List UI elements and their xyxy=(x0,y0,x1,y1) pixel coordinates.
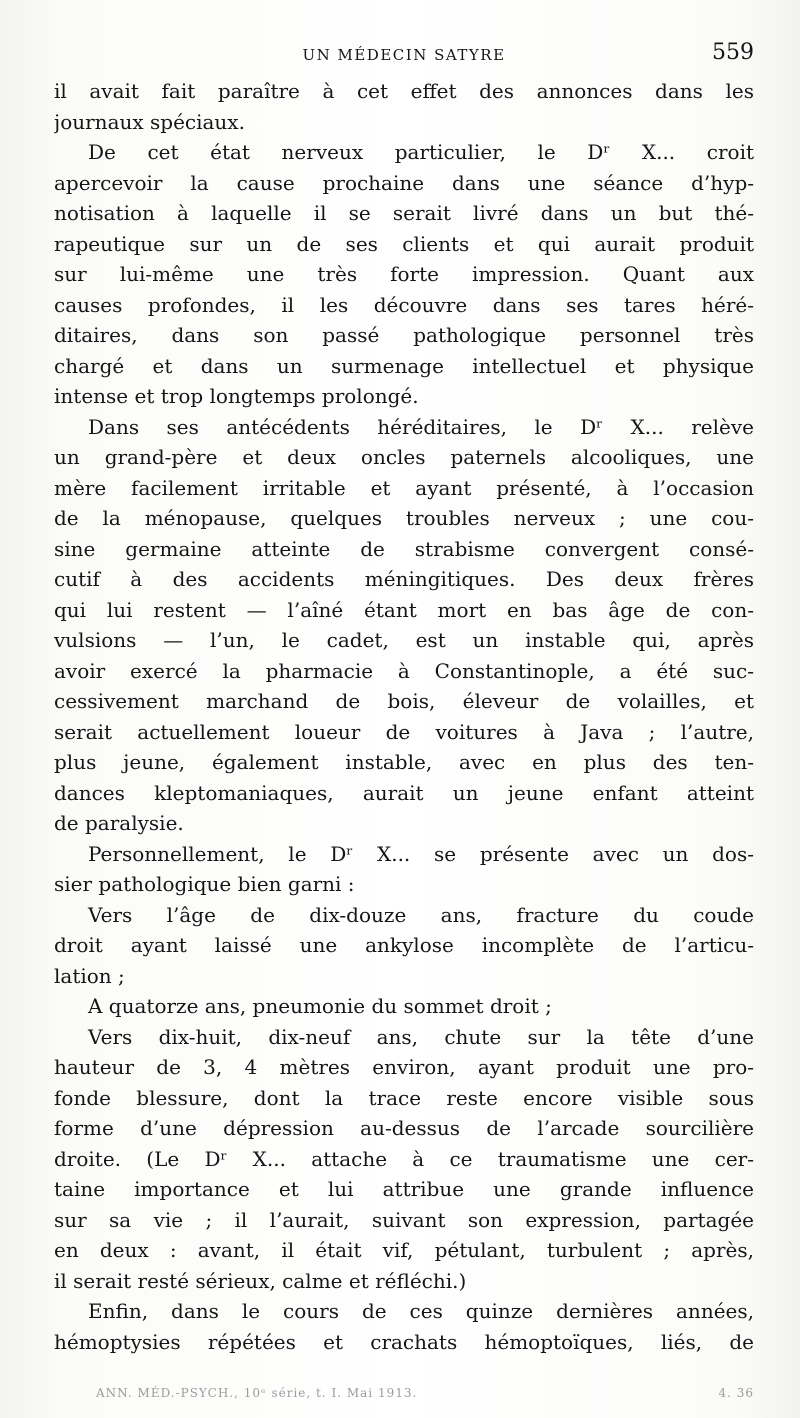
text-line: sur sa vie ; il l’aurait, suivant son expression, partagée xyxy=(54,1207,754,1232)
text-line: droit ayant laissé une ankylose incomplète de l’articu- xyxy=(54,933,754,957)
text-line: droite. (Le Dʳ X... attache à ce traumatisme une cer- xyxy=(54,1146,754,1171)
text-line: notisation à laquelle il se serait livré dans un but thé- xyxy=(54,201,754,225)
text-line: apercevoir la cause prochaine dans une séance d’hyp- xyxy=(54,170,754,195)
text-line: sier pathologique bien garni : xyxy=(54,872,355,896)
text-line: vulsions — l’un, le cadet, est un instable qui, après xyxy=(54,628,754,652)
page-number: 559 xyxy=(712,40,754,65)
footer-signature: 4. 36 xyxy=(718,1386,754,1400)
text-line: serait actuellement loueur de voitures à Java ; l’autre, xyxy=(54,719,754,744)
text-line: causes profondes, il les découvre dans ses tares héré- xyxy=(54,292,754,317)
text-line: plus jeune, également instable, avec en plus des ten- xyxy=(54,750,754,774)
text-line: Vers l’âge de dix-douze ans, fracture du coude xyxy=(88,902,754,927)
text-line: sine germaine atteinte de strabisme convergent consé- xyxy=(54,536,754,561)
page-footer xyxy=(96,1386,754,1400)
body-text xyxy=(54,76,754,1357)
text-line: en deux : avant, il était vif, pétulant, turbulent ; après, xyxy=(54,1238,754,1262)
text-line: Enfin, dans le cours de ces quinze dernières années, xyxy=(88,1299,754,1323)
text-line: avoir exercé la pharmacie à Constantinople, a été suc- xyxy=(54,658,754,683)
text-line: de la ménopause, quelques troubles nerveux ; une cou- xyxy=(54,506,754,530)
text-line: sur lui-même une très forte impression. Quant aux xyxy=(54,262,754,286)
text-line: cessivement marchand de bois, éleveur de volailles, et xyxy=(54,689,754,713)
text-line: cutif à des accidents méningitiques. Des deux frères xyxy=(54,567,754,591)
text-line: dances kleptomaniaques, aurait un jeune enfant atteint xyxy=(54,780,754,805)
text-line: Personnellement, le Dʳ X... se présente avec un dos- xyxy=(88,841,754,866)
text-line: un grand-père et deux oncles paternels alcooliques, une xyxy=(54,445,754,469)
text-line: ditaires, dans son passé pathologique personnel très xyxy=(54,323,754,347)
text-line: qui lui restent — l’aîné étant mort en bas âge de con- xyxy=(54,597,754,622)
text-line: rapeutique sur un de ses clients et qui aurait produit xyxy=(54,231,754,256)
text-line: chargé et dans un surmenage intellectuel et physique xyxy=(54,353,754,378)
text-line: hauteur de 3, 4 mètres environ, ayant produit une pro- xyxy=(54,1055,754,1079)
text-line: Dans ses antécédents héréditaires, le Dʳ X... relève xyxy=(88,414,754,439)
text-line: forme d’une dépression au-dessus de l’arcade sourcilière xyxy=(54,1116,754,1140)
text-line: De cet état nerveux particulier, le Dʳ X... croit xyxy=(88,140,754,164)
text-line: hémoptysies répétées et crachats hémoptoïques, liés, de xyxy=(54,1329,754,1354)
text-line: journaux spéciaux. xyxy=(54,109,245,134)
footer-source: ANN. MÉD.-PSYCH., 10ᵉ série, t. I. Mai 1913. xyxy=(96,1386,418,1400)
text-line: il avait fait paraître à cet effet des annonces dans les xyxy=(54,79,754,103)
text-line: Vers dix-huit, dix-neuf ans, chute sur la tête d’une xyxy=(88,1024,754,1049)
running-title: UN MÉDECIN SATYRE xyxy=(302,46,506,64)
text-line: intense et trop longtemps prolongé. xyxy=(54,384,419,408)
text-line: lation ; xyxy=(54,963,125,988)
text-line: de paralysie. xyxy=(54,811,184,835)
text-line: il serait resté sérieux, calme et réfléchi.) xyxy=(54,1268,467,1293)
running-header xyxy=(54,36,754,70)
text-line: mère facilement irritable et ayant présenté, à l’occasion xyxy=(54,475,754,500)
text-line: fonde blessure, dont la trace reste encore visible sous xyxy=(54,1085,754,1110)
text-line: taine importance et lui attribue une grande influence xyxy=(54,1177,754,1201)
text-line: A quatorze ans, pneumonie du sommet droit ; xyxy=(88,994,552,1018)
